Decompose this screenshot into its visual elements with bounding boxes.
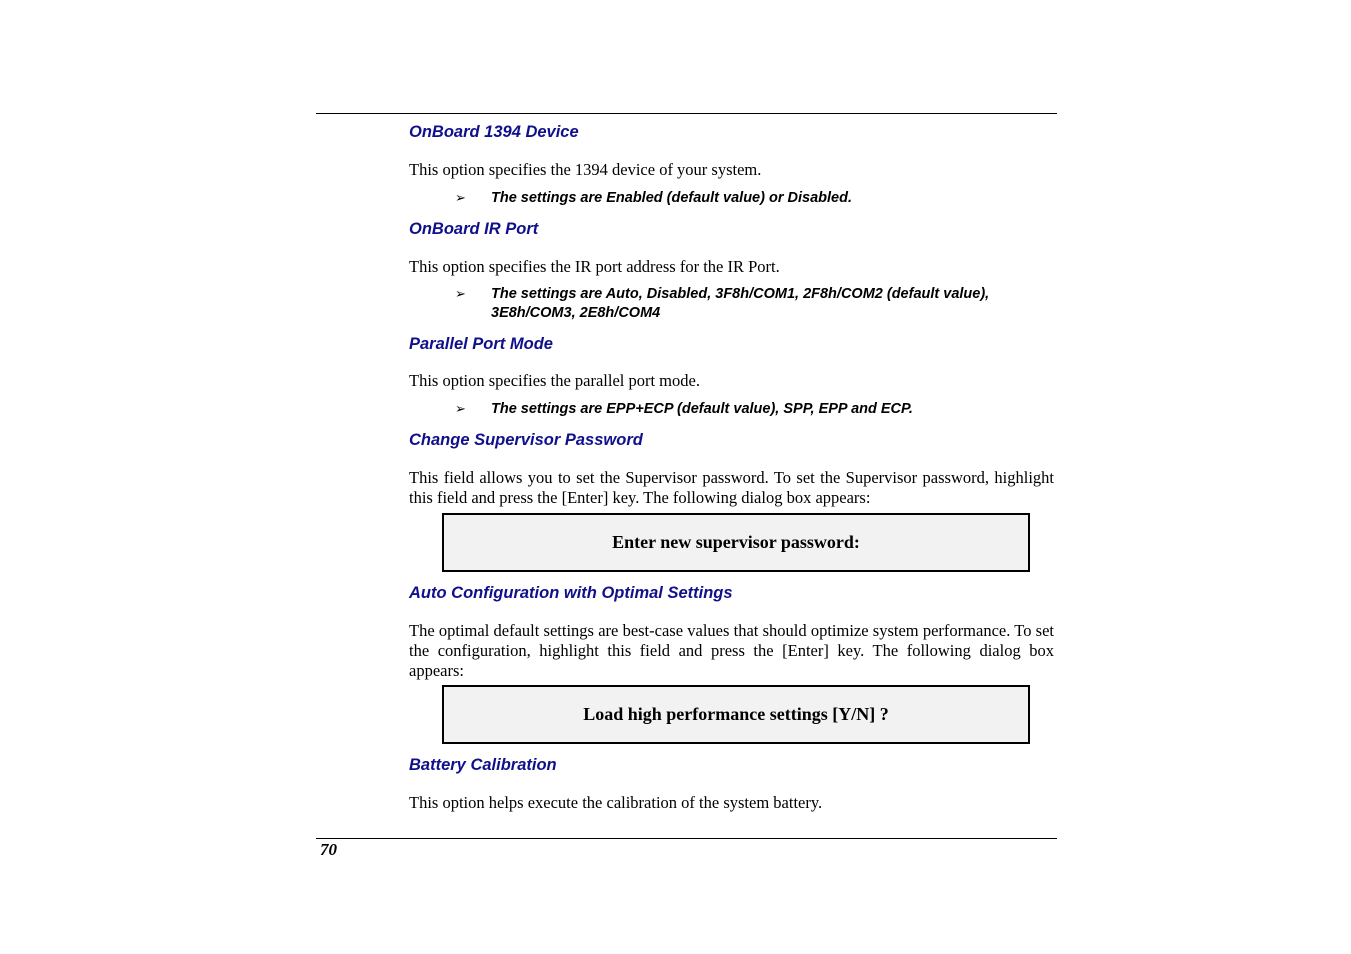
section-heading: OnBoard IR Port xyxy=(409,220,539,238)
dialog-box xyxy=(442,685,1030,744)
dialog-box xyxy=(442,513,1030,572)
bullet-arrow-icon: ➢ xyxy=(455,401,466,416)
section-body: This option specifies the parallel port mode. xyxy=(409,371,700,390)
section-heading: Change Supervisor Password xyxy=(409,431,643,449)
page-number: 70 xyxy=(320,840,337,859)
section-body: This field allows you to set the Supervisor password. To set the Supervisor password, highlight this field and press the [Enter] key. The following dialog box appears: xyxy=(409,468,1054,507)
section-heading: Parallel Port Mode xyxy=(409,335,553,353)
dialog-text: Enter new supervisor password: xyxy=(612,532,860,552)
section-setting: The settings are EPP+ECP (default value), SPP, EPP and ECP. xyxy=(491,401,913,417)
section-body: The optimal default settings are best-case values that should optimize system performance. To set the configuration, highlight this field and press the [Enter] key. The following dialog box appears: xyxy=(409,621,1054,680)
section-body: This option helps execute the calibration of the system battery. xyxy=(409,793,823,812)
bullet-arrow-icon: ➢ xyxy=(455,286,466,301)
section-heading: Battery Calibration xyxy=(409,756,557,774)
bullet-arrow-icon: ➢ xyxy=(455,190,466,205)
header-rule xyxy=(316,113,1057,114)
section-setting: The settings are Enabled (default value) or Disabled. xyxy=(491,190,852,206)
section-heading: OnBoard 1394 Device xyxy=(409,123,579,141)
section-body: This option specifies the IR port address for the IR Port. xyxy=(409,257,780,276)
footer-rule xyxy=(316,838,1057,839)
section-setting: The settings are Auto, Disabled, 3F8h/COM1, 2F8h/COM2 (default value), 3E8h/COM3, 2E8h/COM4 xyxy=(491,286,990,321)
dialog-text: Load high performance settings [Y/N] ? xyxy=(583,704,889,724)
section-body: This option specifies the 1394 device of your system. xyxy=(409,160,762,179)
section-heading: Auto Configuration with Optimal Settings xyxy=(409,584,733,602)
